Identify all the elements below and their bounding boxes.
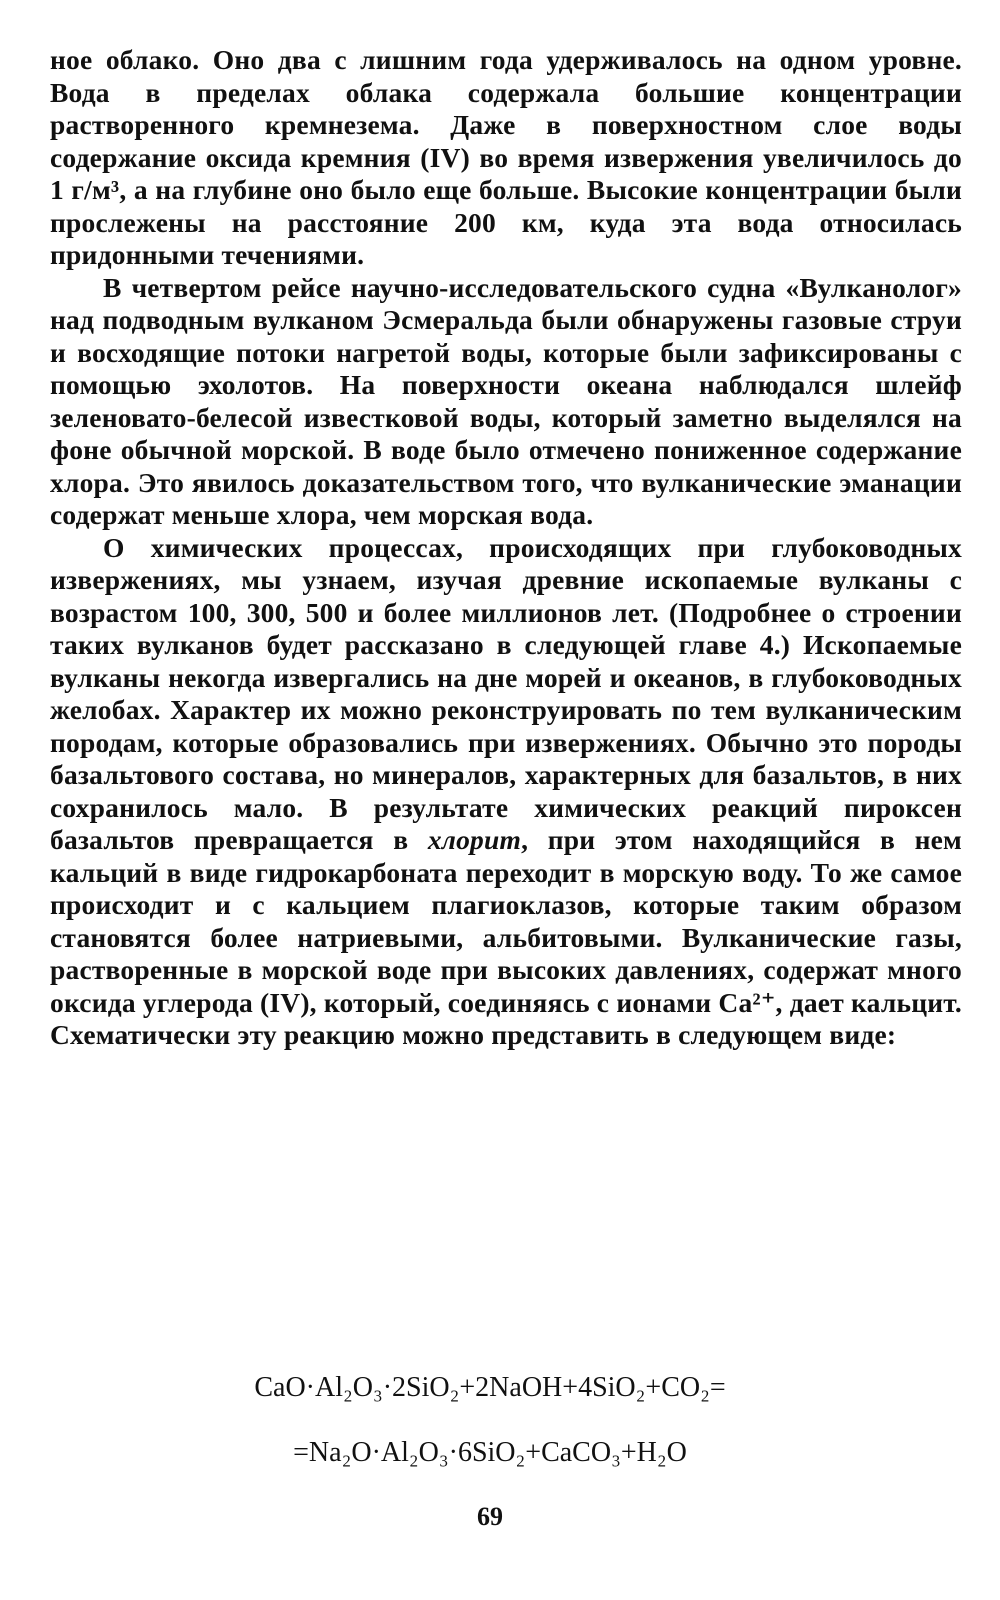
page-body	[50, 44, 962, 1052]
paragraph-3-italic-term: хлорит	[427, 824, 522, 855]
paragraph-3-text-before: О химических процессах, происходящих при глубоководных извержениях, мы узнаем, изучая древние ископаемые вулканы с возрастом 100, 300, 500 и более миллионов лет. (Подробнее о строении таких вулканов будет рассказано в следующей главе 4.) Ископаемые вулканы некогда извергались на дне морей и океанов, в глубоководных желобах. Характер их можно реконструировать по тем вулканическим породам, которые образовались при извержениях. Обычно это породы базальтового состава, но минералов, характерных для базальтов, в них сохранилось мало. В результате химических реакций пироксен базальтов превращается в	[50, 531, 962, 855]
paragraph-2: В четвертом рейсе научно-исследовательского судна «Вулканолог» над подводным вулканом Эсмеральда были обнаружены газовые струи и восходящие потоки нагретой воды, которые были зафиксированы с помощью эхолотов. На поверхности океана наблюдался шлейф зеленовато-белесой известковой воды, который заметно выделялся на фоне обычной морской. В воде было отмечено пониженное содержание хлора. Это явилось доказательством того, что вулканические эманации содержат меньше хлора, чем морская вода.	[50, 271, 962, 530]
paragraph-1: ное облако. Оно два с лишним года удерживалось на одном уровне. Вода в пределах облака содержала большие концентрации растворенного кремнезема. Даже в поверхностном слое воды содержание оксида кремния (IV) во время извержения увеличилось до 1 г/м³, а на глубине оно было еще больше. Высокие концентрации были прослежены на расстояние 200 км, куда эта вода относилась придонными течениями.	[50, 44, 962, 270]
paragraph-3-text-after: , при этом находящийся в нем кальций в виде гидрокарбоната переходит в морскую воду. То же самое происходит и с кальцием плагиоклазов, которые таким образом становятся более натриевыми, альбитовыми. Вулканические газы, растворенные в морской воде при высоких давлениях, содержат много оксида углерода (IV), который, соединяясь с ионами Ca²⁺, дает кальцит. Схематически эту реакцию можно представить в следующем виде:	[50, 824, 962, 1050]
paragraph-3	[50, 532, 962, 1052]
page-number: 69	[477, 1502, 503, 1531]
equation-line-2: =Na₂O·Al₂O₃·6SiO₂+CaCO₃+H₂O	[293, 1437, 687, 1468]
equation-line-1: CaO·Al₂O₃·2SiO₂+2NaOH+4SiO₂+CO₂=	[254, 1372, 726, 1403]
